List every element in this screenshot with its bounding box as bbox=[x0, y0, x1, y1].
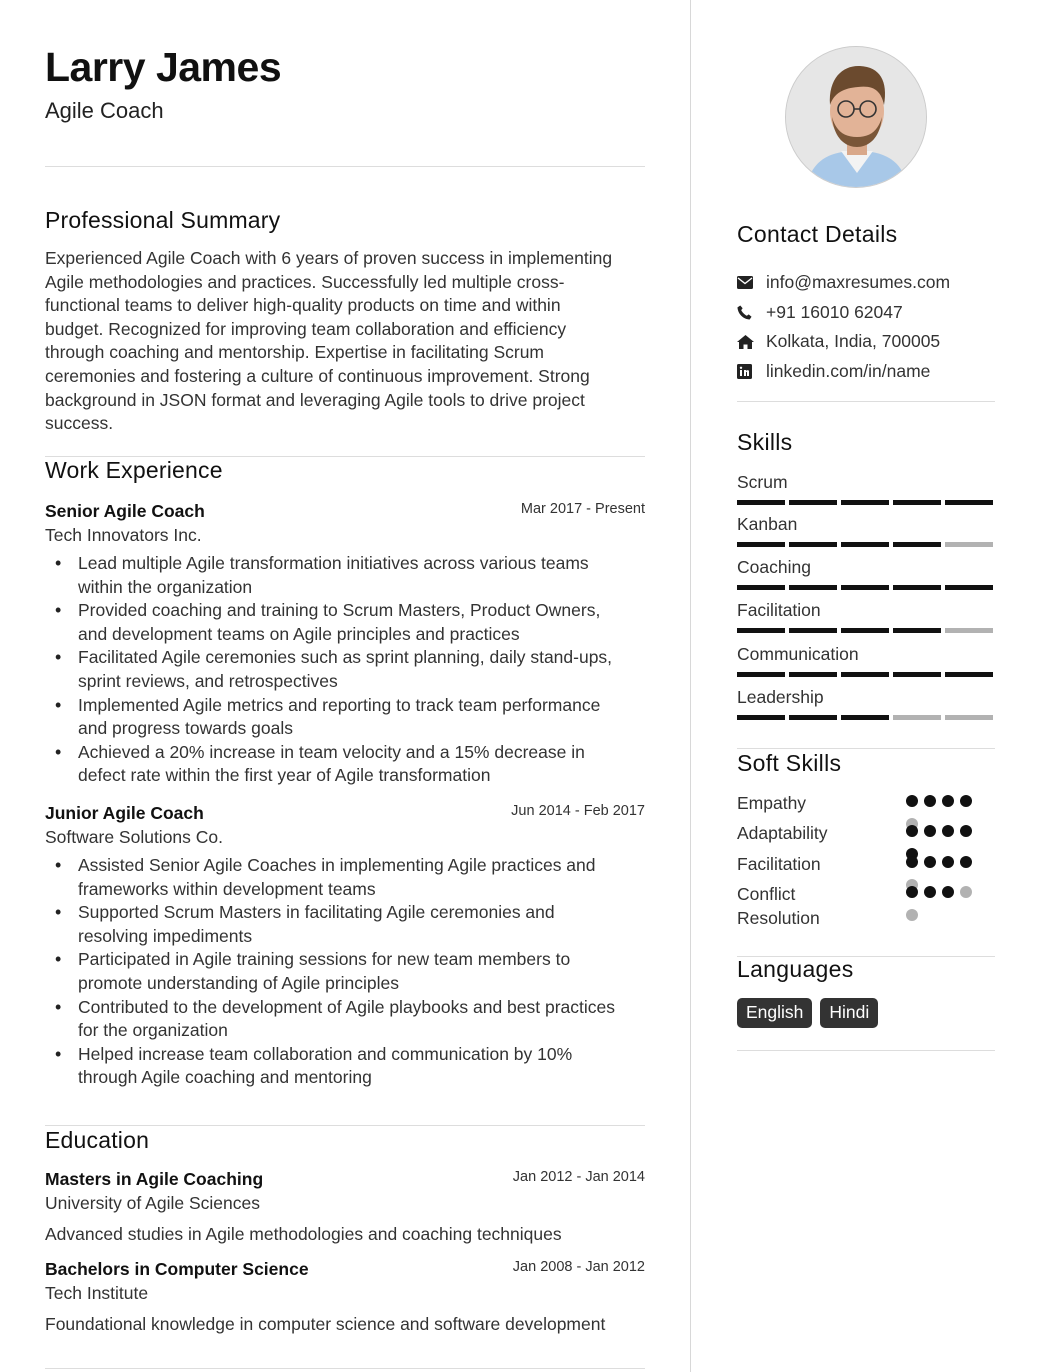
skill-item bbox=[737, 514, 995, 547]
contact-heading: Contact Details bbox=[737, 221, 898, 247]
dot-filled bbox=[924, 825, 936, 837]
skill-item bbox=[737, 600, 995, 633]
skills-heading: Skills bbox=[737, 429, 793, 455]
soft-skill-name: Adaptability bbox=[737, 823, 828, 843]
summary-line: functional teams to deliver high-quality products on time and within bbox=[45, 295, 561, 316]
skill-bar-filled bbox=[841, 500, 889, 505]
skill-bar-filled bbox=[893, 500, 941, 505]
languages-list bbox=[737, 998, 878, 1028]
dot-empty bbox=[960, 886, 972, 898]
job-company: Tech Innovators Inc. bbox=[45, 525, 202, 545]
home-icon bbox=[737, 335, 766, 349]
column-divider bbox=[690, 0, 691, 1372]
skill-level-bars bbox=[737, 500, 995, 505]
divider bbox=[45, 1368, 645, 1369]
education-heading: Education bbox=[45, 1127, 150, 1153]
skill-level-bars bbox=[737, 715, 995, 720]
job-bullet: • Participated in Agile training sessions for new team members to promote understanding of Agile principles bbox=[45, 948, 645, 995]
language-chip: English bbox=[737, 998, 812, 1028]
skill-bar-empty bbox=[945, 628, 993, 633]
education-description: Advanced studies in Agile methodologies and coaching techniques bbox=[45, 1224, 562, 1244]
dot-filled bbox=[942, 856, 954, 868]
contact-linkedin[interactable] bbox=[737, 357, 995, 387]
languages-heading: Languages bbox=[737, 956, 854, 982]
skill-bar-filled bbox=[945, 585, 993, 590]
linkedin-text: linkedin.com/in/name bbox=[766, 360, 931, 381]
divider bbox=[45, 1125, 645, 1126]
skill-name: Facilitation bbox=[737, 600, 821, 620]
email-text: info@maxresumes.com bbox=[766, 272, 951, 293]
profile-photo bbox=[785, 46, 927, 188]
job-bullet: • Contributed to the development of Agile playbooks and best practices for the organization bbox=[45, 996, 645, 1043]
experience-heading: Work Experience bbox=[45, 457, 223, 483]
soft-skill-item bbox=[737, 852, 995, 876]
candidate-name: Larry James bbox=[45, 44, 282, 90]
summary-heading: Professional Summary bbox=[45, 207, 281, 233]
skill-bar-filled bbox=[893, 672, 941, 677]
summary-line: budget. Recognized for improving team collaboration and efficiency bbox=[45, 318, 567, 339]
skill-bar-filled bbox=[893, 585, 941, 590]
skill-bar-filled bbox=[737, 542, 785, 547]
skill-bar-filled bbox=[841, 715, 889, 720]
avatar-icon bbox=[786, 47, 927, 188]
skill-item bbox=[737, 557, 995, 590]
skill-bar-empty bbox=[945, 715, 993, 720]
skill-item bbox=[737, 644, 995, 677]
dot-filled bbox=[906, 886, 918, 898]
address-text: Kolkata, India, 700005 bbox=[766, 331, 941, 352]
job-date: Mar 2017 - Present bbox=[520, 501, 645, 517]
school: University of Agile Sciences bbox=[45, 1193, 260, 1213]
skill-bar-filled bbox=[789, 585, 837, 590]
summary-line: success. bbox=[45, 413, 114, 434]
job-bullet: • Achieved a 20% increase in team velocity and a 15% decrease in defect rate within the first year of Agile transformation bbox=[45, 741, 645, 788]
dot-filled bbox=[960, 825, 972, 837]
dot-filled bbox=[942, 825, 954, 837]
skill-level-bars bbox=[737, 542, 995, 547]
skill-bar-filled bbox=[789, 715, 837, 720]
summary-line: Agile methodologies and practices. Successfully led multiple cross- bbox=[45, 271, 565, 292]
skill-bar-filled bbox=[841, 585, 889, 590]
dot-filled bbox=[960, 795, 972, 807]
dot-filled bbox=[906, 825, 918, 837]
skill-name: Coaching bbox=[737, 557, 811, 577]
soft-skill-item bbox=[737, 821, 995, 845]
envelope-icon bbox=[737, 276, 766, 289]
summary-line: background in JSON format and leveraging Agile tools to drive project bbox=[45, 389, 585, 410]
education-date: Jan 2008 - Jan 2012 bbox=[512, 1259, 645, 1275]
soft-skill-item bbox=[737, 791, 995, 815]
skill-bar-empty bbox=[893, 715, 941, 720]
skill-name: Scrum bbox=[737, 472, 788, 492]
skill-bar-filled bbox=[945, 672, 993, 677]
dot-filled bbox=[924, 795, 936, 807]
skill-level-bars bbox=[737, 628, 995, 633]
job-bullet: • Lead multiple Agile transformation initiatives across various teams within the organization bbox=[45, 552, 645, 599]
skill-bar-filled bbox=[893, 628, 941, 633]
job-bullet: • Assisted Senior Agile Coaches in implementing Agile practices and frameworks within development teams bbox=[45, 854, 645, 901]
candidate-title: Agile Coach bbox=[45, 98, 164, 123]
dot-filled bbox=[906, 856, 918, 868]
skill-bar-filled bbox=[789, 542, 837, 547]
summary-line: ceremonies and fostering a culture of continuous improvement. Strong bbox=[45, 365, 590, 386]
skill-bar-filled bbox=[945, 500, 993, 505]
soft-skill-name: Conflict Resolution bbox=[737, 884, 820, 928]
summary-line: through coaching and mentorship. Expertise in facilitating Scrum bbox=[45, 342, 545, 363]
education-description: Foundational knowledge in computer science and software development bbox=[45, 1314, 606, 1334]
skill-bar-filled bbox=[737, 500, 785, 505]
soft-skills-heading: Soft Skills bbox=[737, 750, 842, 776]
skill-bar-filled bbox=[737, 628, 785, 633]
summary-line: Experienced Agile Coach with 6 years of proven success in implementing bbox=[45, 248, 613, 268]
dot-filled bbox=[924, 856, 936, 868]
skill-bar-filled bbox=[841, 628, 889, 633]
job-entry bbox=[45, 501, 645, 788]
job-entry bbox=[45, 803, 645, 1090]
divider bbox=[45, 166, 645, 167]
job-bullets bbox=[45, 854, 645, 1090]
degree: Bachelors in Computer Science bbox=[45, 1259, 309, 1279]
soft-skill-item bbox=[737, 882, 995, 930]
dot-filled bbox=[942, 886, 954, 898]
dot-empty bbox=[906, 909, 918, 921]
job-bullet: • Facilitated Agile ceremonies such as sprint planning, daily stand-ups, sprint reviews, and retrospectives bbox=[45, 646, 645, 693]
dot-filled bbox=[924, 886, 936, 898]
skill-name: Leadership bbox=[737, 687, 824, 707]
dot-filled bbox=[906, 795, 918, 807]
summary-text bbox=[45, 247, 645, 436]
job-title: Senior Agile Coach bbox=[45, 501, 205, 521]
skill-level-bars bbox=[737, 585, 995, 590]
phone-icon bbox=[737, 305, 766, 320]
linkedin-icon bbox=[737, 364, 766, 379]
skill-bar-empty bbox=[945, 542, 993, 547]
skill-item bbox=[737, 687, 995, 720]
divider bbox=[737, 748, 995, 749]
skill-item bbox=[737, 472, 995, 505]
school: Tech Institute bbox=[45, 1283, 149, 1303]
contact-phone[interactable] bbox=[737, 298, 995, 328]
skill-name: Communication bbox=[737, 644, 859, 664]
contact-list bbox=[737, 268, 995, 386]
soft-skill-name: Facilitation bbox=[737, 854, 821, 874]
skill-bar-filled bbox=[737, 715, 785, 720]
job-bullet: • Supported Scrum Masters in facilitating Agile ceremonies and resolving impediments bbox=[45, 901, 645, 948]
job-date: Jun 2014 - Feb 2017 bbox=[511, 803, 645, 819]
job-bullet: • Provided coaching and training to Scrum Masters, Product Owners, and development teams on Agile principles and practices bbox=[45, 599, 645, 646]
divider bbox=[737, 1050, 995, 1051]
soft-skill-name: Empathy bbox=[737, 793, 807, 813]
language-chip: Hindi bbox=[820, 998, 878, 1028]
skill-bar-filled bbox=[893, 542, 941, 547]
education-entry bbox=[45, 1259, 645, 1335]
job-company: Software Solutions Co. bbox=[45, 827, 224, 847]
job-bullet: • Implemented Agile metrics and reporting to track team performance and progress towards goals bbox=[45, 694, 645, 741]
contact-address bbox=[737, 327, 995, 357]
education-entry bbox=[45, 1169, 645, 1245]
contact-email[interactable] bbox=[737, 268, 995, 298]
divider bbox=[737, 401, 995, 402]
skill-bar-filled bbox=[737, 585, 785, 590]
skill-bar-filled bbox=[841, 672, 889, 677]
job-bullet: • Helped increase team collaboration and communication by 10% through Agile coaching and mentoring bbox=[45, 1043, 645, 1090]
skill-bar-filled bbox=[789, 628, 837, 633]
skill-bar-filled bbox=[789, 500, 837, 505]
skill-bar-filled bbox=[789, 672, 837, 677]
job-bullets bbox=[45, 552, 645, 788]
skill-bar-filled bbox=[737, 672, 785, 677]
skill-level-bars bbox=[737, 672, 995, 677]
skill-name: Kanban bbox=[737, 514, 798, 534]
dot-filled bbox=[942, 795, 954, 807]
phone-text: +91 16010 62047 bbox=[766, 301, 903, 322]
job-title: Junior Agile Coach bbox=[45, 803, 204, 823]
dot-filled bbox=[960, 856, 972, 868]
skill-bar-filled bbox=[841, 542, 889, 547]
education-date: Jan 2012 - Jan 2014 bbox=[512, 1169, 645, 1185]
degree: Masters in Agile Coaching bbox=[45, 1169, 264, 1189]
